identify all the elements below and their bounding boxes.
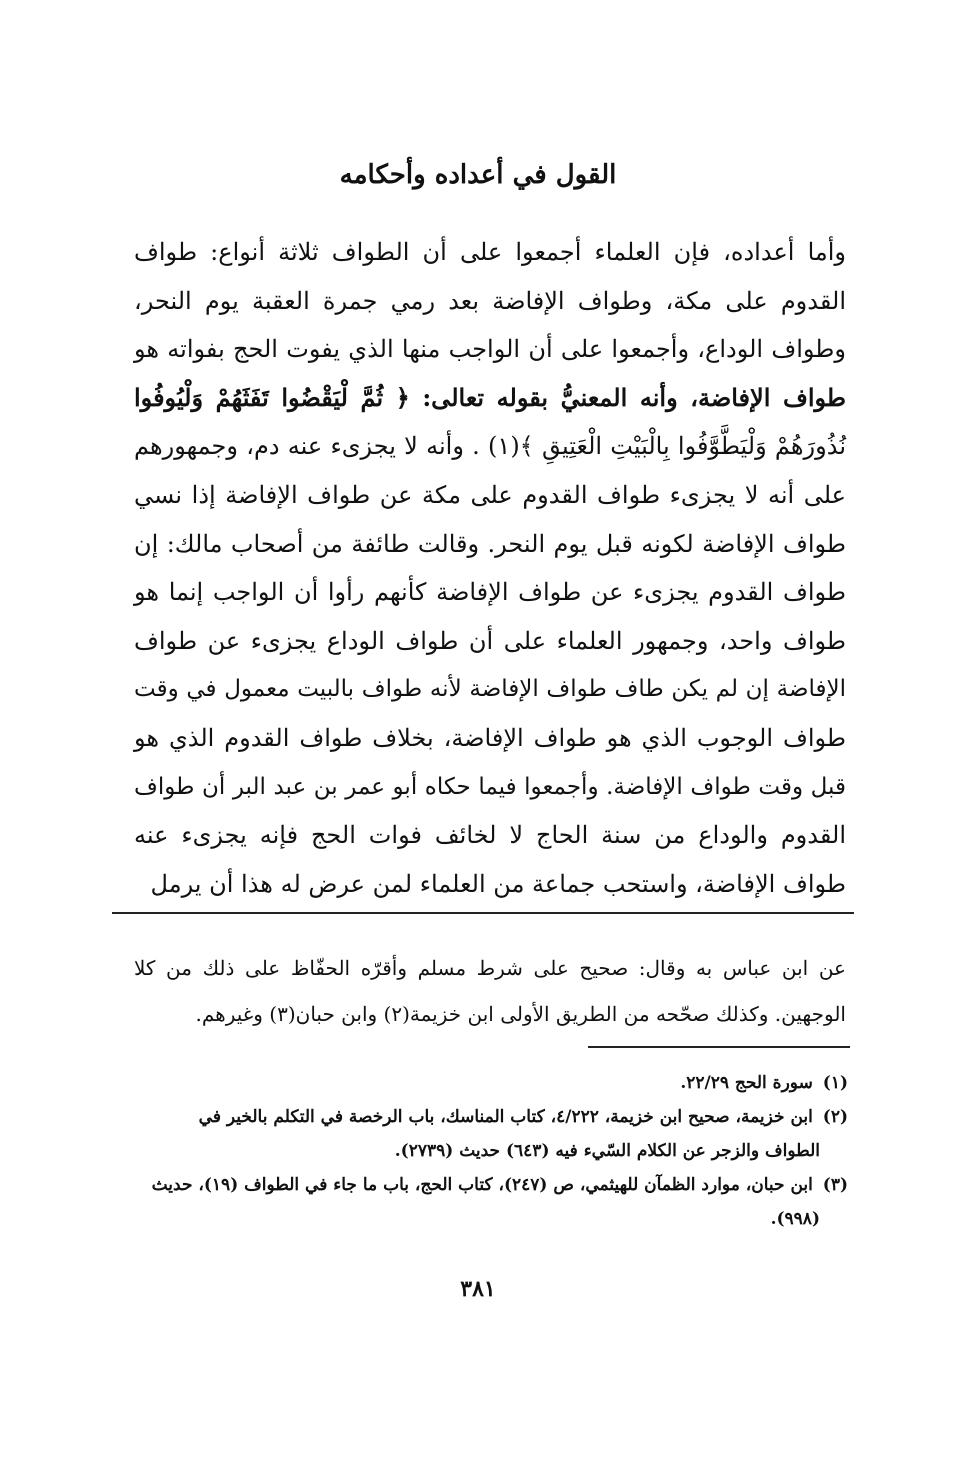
footnote-continuation: (٩٩٨). [770,1209,820,1229]
carried-note-line: عن ابن عباس به وقال: صحيح على شرط مسلم وأقرّه الحفّاظ على ذلك من كلا [134,956,846,980]
footnote-text: ابن خزيمة، صحيح ابن خزيمة، ٤/٢٢٢، كتاب المناسك، باب الرخصة في التكلم بالخير في [198,1107,813,1127]
footnote-number: (١) [822,1073,848,1093]
body-line: قبل وقت طواف الإفاضة. وأجمعوا فيما حكاه أبو عمر بن عبد البر أن طواف [134,773,846,800]
body-line: الإفاضة إن لم يكن طاف طواف الإفاضة لأنه طواف بالبيت معمول في وقت [134,676,846,703]
footnotes [130,1066,848,1236]
body-line: طواف الإفاضة، وأنه المعنيُّ بقوله تعالى: ﴿ ثُمَّ لْيَقْضُوا تَفَثَهُمْ وَلْيُوفُوا [134,382,846,412]
footnote-number: (٣) [822,1175,848,1195]
body-line: القدوم والوداع من سنة الحاج لا لخائف فوات الحج فإنه يجزىء عنه [134,821,846,850]
body-line: وطواف الوداع، وأجمعوا على أن الواجب منها الذي يفوت الحج بفواته هو [134,335,846,364]
footnote-separator-long [112,912,854,914]
body-line: نُذُورَهُمْ وَلْيَطَّوَّفُوا بِالْبَيْتِ الْعَتِيقِ ﴾(١) . وأنه لا يجزىء عنه دم، وجمهورهم [134,432,847,461]
carried-note-line: الوجهين. وكذلك صحّحه من الطريق الأولى ابن خزيمة(٢) وابن حبان(٣) وغيرهم. [195,1002,846,1026]
footnote-separator-short [588,1046,850,1048]
body-line: القدوم على مكة، وطواف الإفاضة بعد رمي جمرة العقبة يوم النحر، [134,286,846,315]
section-title: القول في أعداده وأحكامه [339,160,617,190]
body-line: طواف القدوم يجزىء عن طواف الإفاضة كأنهم رأوا أن الواجب إنما هو [134,578,846,607]
body-line: طواف الإفاضة، واستحب جماعة من العلماء لمن عرض له هذا أن يرمل [150,869,846,898]
body-line: طواف الإفاضة لكونه قبل يوم النحر. وقالت طائفة من أصحاب مالك: إن [134,529,846,558]
body-text [134,228,846,908]
body-line: على أنه لا يجزىء طواف القدوم على مكة عن طواف الإفاضة إذا نسي [134,480,846,509]
footnote [130,1168,848,1236]
footnote [130,1066,848,1100]
footnote-continuation: الطواف والزجر عن الكلام السّيء فيه (٦٤٣) حديث (٢٧٣٩). [394,1141,820,1161]
footnote [130,1100,848,1168]
carried-note [134,945,846,1037]
body-line: طواف الوجوب الذي هو طواف الإفاضة، بخلاف طواف القدوم الذي هو [134,723,846,752]
footnote-text: ابن حبان، موارد الظمآن للهيثمي، ص (٢٤٧)، كتاب الحج، باب ما جاء في الطواف (١٩)، حديث [151,1175,813,1195]
footnote-text: سورة الحج ٢٢/٢٩. [680,1073,813,1093]
body-line: طواف واحد، وجمهور العلماء على أن طواف الوداع يجزىء عن طواف [134,626,846,655]
footnote-number: (٢) [822,1107,848,1127]
page-number: ٣٨١ [460,1276,496,1302]
body-line: وأما أعداده، فإن العلماء أجمعوا على أن الطواف ثلاثة أنواع: طواف [134,238,846,266]
